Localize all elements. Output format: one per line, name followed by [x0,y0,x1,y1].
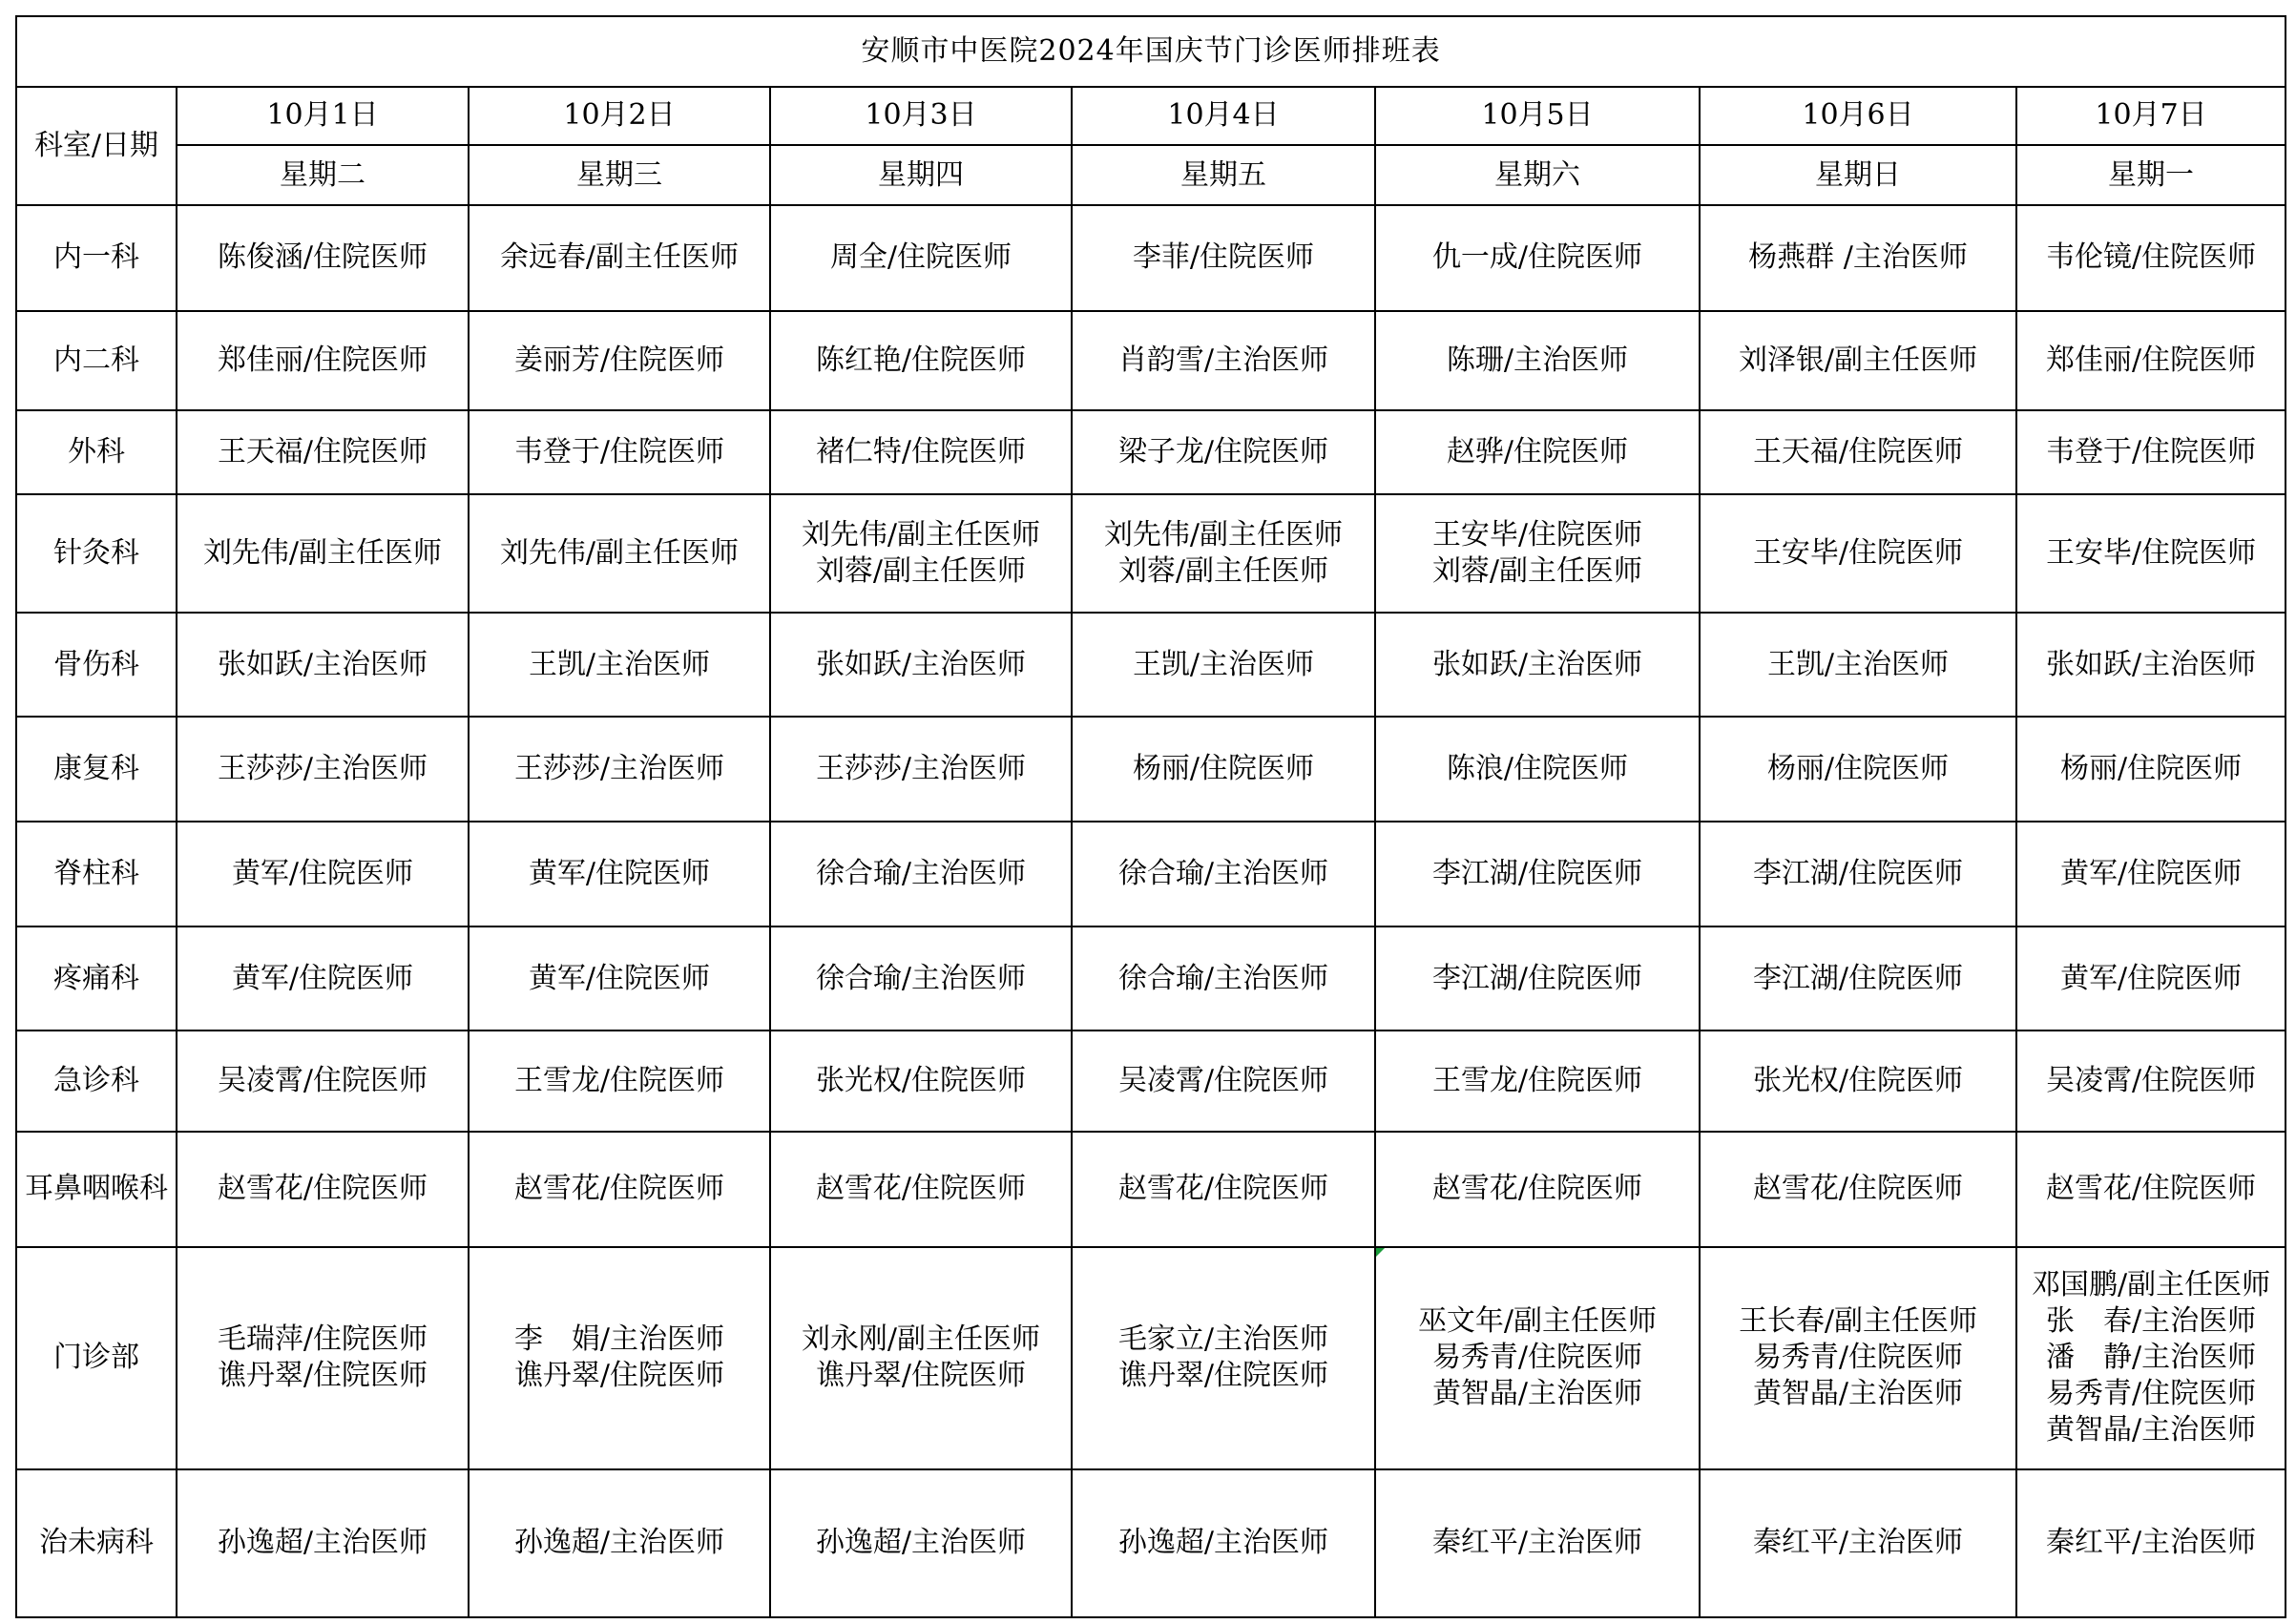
doctor-text: 张如跃/主治医师 [1431,647,1643,681]
doctor-cell [1700,205,2016,310]
doctor-cell [2016,1469,2286,1617]
doctor-cell [177,1247,469,1469]
doctor-text: 王莎莎/主治医师 [815,751,1027,785]
doctor-cell [1375,410,1700,494]
doctor-cell [1375,1031,1700,1132]
doctor-cell [469,822,770,927]
doctor-text: 赵雪花/住院医师 [1117,1172,1329,1206]
doctor-cell [770,1469,1072,1617]
doctor-text: 刘先伟/副主任医师 刘蓉/副主任医师 [801,518,1041,589]
doctor-text: 巫文年/副主任医师 易秀青/住院医师 黄智晶/主治医师 [1417,1304,1658,1411]
doctor-text: 刘先伟/副主任医师 刘蓉/副主任医师 [1103,518,1344,589]
doctor-cell [469,205,770,310]
table-row [16,1247,2286,1469]
doctor-text: 张如跃/主治医师 [2046,647,2257,681]
doctor-text: 余远春/副主任医师 [499,240,740,275]
doctor-cell [469,613,770,716]
doctor-text: 王安毕/住院医师 [1752,536,1964,571]
doctor-text: 姜丽芳/住院医师 [513,343,725,377]
doctor-text: 黄军/住院医师 [528,857,711,891]
doctor-cell [1375,311,1700,410]
doctor-cell [1375,717,1700,822]
doctor-cell [1700,717,2016,822]
doctor-text: 刘泽银/副主任医师 [1738,343,1978,377]
doctor-cell [177,822,469,927]
department-cell: 外科 [16,410,177,494]
doctor-cell [770,1247,1072,1469]
doctor-text: 王莎莎/主治医师 [513,751,725,785]
department-cell: 门诊部 [16,1247,177,1469]
weekday-header: 星期日 [1700,145,2016,205]
doctor-cell [2016,1132,2286,1247]
doctor-text: 郑佳丽/住院医师 [2046,343,2257,377]
doctor-cell [177,205,469,310]
doctor-text: 赵雪花/住院医师 [2046,1172,2257,1206]
doctor-cell [1072,927,1375,1030]
doctor-cell [1375,613,1700,716]
doctor-text: 陈珊/主治医师 [1446,343,1629,377]
doctor-text: 赵雪花/住院医师 [1752,1172,1964,1206]
doctor-text: 赵雪花/住院医师 [1431,1172,1643,1206]
doctor-text: 徐合瑜/主治医师 [815,961,1027,995]
doctor-cell [1072,822,1375,927]
doctor-cell [1072,1132,1375,1247]
doctor-text: 杨丽/住院医师 [1132,751,1315,785]
doctor-text: 徐合瑜/主治医师 [1117,857,1329,891]
doctor-cell [177,927,469,1030]
date-header: 10月7日 [2016,87,2286,145]
doctor-text: 李江湖/住院医师 [1752,857,1964,891]
table-row [16,1132,2286,1247]
department-cell: 耳鼻咽喉科 [16,1132,177,1247]
table-row [16,822,2286,927]
doctor-cell [2016,822,2286,927]
date-header: 10月1日 [177,87,469,145]
doctor-cell [1375,1247,1700,1469]
doctor-cell [469,717,770,822]
doctor-cell [1072,410,1375,494]
doctor-cell [469,494,770,614]
doctor-text: 王雪龙/住院医师 [1431,1063,1643,1097]
doctor-text: 韦登于/住院医师 [2046,434,2257,468]
doctor-cell [1700,311,2016,410]
doctor-text: 黄军/住院医师 [528,961,711,995]
table-row [16,613,2286,716]
doctor-cell [1700,927,2016,1030]
weekday-header: 星期一 [2016,145,2286,205]
doctor-cell [177,1132,469,1247]
doctor-cell [1375,1132,1700,1247]
doctor-cell [770,1132,1072,1247]
doctor-cell [1072,1031,1375,1132]
doctor-text: 吴凌霄/住院医师 [217,1063,428,1097]
doctor-text: 褚仁特/住院医师 [815,434,1027,468]
doctor-text: 毛瑞萍/住院医师 谯丹翠/住院医师 [217,1322,428,1393]
doctor-text: 徐合瑜/主治医师 [1117,961,1329,995]
doctor-text: 仇一成/住院医师 [1431,240,1643,275]
doctor-cell [770,717,1072,822]
doctor-text: 毛家立/主治医师 谯丹翠/住院医师 [1117,1322,1329,1393]
doctor-cell [770,822,1072,927]
table-row [16,311,2286,410]
doctor-text: 赵骅/住院医师 [1446,434,1629,468]
date-header: 10月3日 [770,87,1072,145]
doctor-cell [1700,1031,2016,1132]
doctor-cell [469,1247,770,1469]
doctor-cell [469,1031,770,1132]
doctor-cell [770,311,1072,410]
table-row [16,410,2286,494]
weekday-header: 星期二 [177,145,469,205]
doctor-cell [1072,494,1375,614]
doctor-cell [177,717,469,822]
doctor-cell [1072,205,1375,310]
doctor-cell [1072,311,1375,410]
department-cell: 内一科 [16,205,177,310]
doctor-text: 李江湖/住院医师 [1431,961,1643,995]
doctor-text: 秦红平/主治医师 [1752,1526,1964,1560]
doctor-text: 刘先伟/副主任医师 [202,536,443,571]
doctor-cell [1072,1247,1375,1469]
doctor-cell [1072,613,1375,716]
doctor-cell [177,410,469,494]
doctor-cell [469,410,770,494]
doctor-text: 张如跃/主治医师 [217,647,428,681]
doctor-cell [1375,1469,1700,1617]
date-header: 10月6日 [1700,87,2016,145]
department-cell: 针灸科 [16,494,177,614]
doctor-text: 张光权/住院医师 [1752,1063,1964,1097]
doctor-text: 陈俊涵/住院医师 [217,240,428,275]
doctor-cell [1700,494,2016,614]
doctor-text: 李菲/住院医师 [1132,240,1315,275]
table-title: 安顺市中医院2024年国庆节门诊医师排班表 [16,16,2286,87]
department-cell: 疼痛科 [16,927,177,1030]
doctor-cell [1072,717,1375,822]
doctor-text: 韦登于/住院医师 [513,434,725,468]
department-cell: 康复科 [16,717,177,822]
corner-header: 科室/日期 [16,87,177,206]
doctor-cell [177,613,469,716]
doctor-text: 王莎莎/主治医师 [217,751,428,785]
doctor-text: 吴凌霄/住院医师 [1117,1063,1329,1097]
doctor-cell [2016,410,2286,494]
doctor-cell [1375,494,1700,614]
duty-schedule-table [15,15,2286,1618]
doctor-text: 王长春/副主任医师 易秀青/住院医师 黄智晶/主治医师 [1738,1304,1978,1411]
doctor-text: 刘先伟/副主任医师 [499,536,740,571]
doctor-cell [2016,1247,2286,1469]
doctor-text: 李江湖/住院医师 [1752,961,1964,995]
doctor-cell [770,1031,1072,1132]
doctor-cell [2016,205,2286,310]
doctor-text: 黄军/住院医师 [231,857,414,891]
weekday-header: 星期三 [469,145,770,205]
doctor-cell [770,494,1072,614]
doctor-text: 李 娟/主治医师 谯丹翠/住院医师 [513,1322,725,1393]
date-header: 10月2日 [469,87,770,145]
doctor-cell [1700,1469,2016,1617]
doctor-text: 王天福/住院医师 [217,434,428,468]
table-row [16,494,2286,614]
doctor-cell [469,1132,770,1247]
doctor-cell [1700,822,2016,927]
doctor-cell [1072,1469,1375,1617]
doctor-cell [469,311,770,410]
doctor-cell [1700,1132,2016,1247]
doctor-text: 陈浪/住院医师 [1446,751,1629,785]
doctor-cell [1700,410,2016,494]
doctor-cell [1700,613,2016,716]
doctor-text: 赵雪花/住院医师 [513,1172,725,1206]
doctor-text: 陈红艳/住院医师 [815,343,1027,377]
doctor-text: 肖韵雪/主治医师 [1117,343,1329,377]
doctor-cell [770,205,1072,310]
doctor-text: 李江湖/住院医师 [1431,857,1643,891]
doctor-text: 王凯/主治医师 [1132,647,1315,681]
doctor-cell [2016,927,2286,1030]
weekday-header: 星期六 [1375,145,1700,205]
doctor-text: 杨丽/住院医师 [1766,751,1950,785]
weekday-header: 星期四 [770,145,1072,205]
doctor-text: 邓国鹏/副主任医师 张 春/主治医师 潘 静/主治医师 易秀青/住院医师 黄智晶/主治医师 [2032,1268,2271,1447]
doctor-text: 周全/住院医师 [829,240,1012,275]
doctor-cell [770,927,1072,1030]
doctor-text: 秦红平/主治医师 [1431,1526,1643,1560]
doctor-cell [1700,1247,2016,1469]
doctor-text: 孙逸超/主治医师 [815,1526,1027,1560]
doctor-text: 王安毕/住院医师 [2046,536,2257,571]
doctor-text: 王凯/主治医师 [528,647,711,681]
date-header: 10月4日 [1072,87,1375,145]
doctor-text: 梁子龙/住院医师 [1117,434,1329,468]
doctor-cell [1375,927,1700,1030]
table-row [16,205,2286,310]
doctor-text: 刘永刚/副主任医师 谯丹翠/住院医师 [801,1322,1041,1393]
doctor-text: 杨燕群 /主治医师 [1748,240,1968,275]
doctor-text: 吴凌霄/住院医师 [2046,1063,2257,1097]
doctor-cell [469,927,770,1030]
doctor-text: 张如跃/主治医师 [815,647,1027,681]
doctor-cell [177,1469,469,1617]
doctor-text: 秦红平/主治医师 [2046,1526,2257,1560]
table-row [16,927,2286,1030]
doctor-text: 孙逸超/主治医师 [1117,1526,1329,1560]
department-cell: 内二科 [16,311,177,410]
doctor-text: 黄军/住院医师 [2060,857,2243,891]
table-row [16,1469,2286,1617]
doctor-text: 孙逸超/主治医师 [217,1526,428,1560]
comment-marker-icon [1376,1248,1385,1257]
doctor-text: 王天福/住院医师 [1752,434,1964,468]
doctor-text: 韦伦镜/住院医师 [2046,240,2257,275]
doctor-cell [2016,494,2286,614]
doctor-cell [2016,613,2286,716]
doctor-text: 郑佳丽/住院医师 [217,343,428,377]
weekday-header: 星期五 [1072,145,1375,205]
doctor-text: 黄军/住院医师 [2060,961,2243,995]
table-row [16,1031,2286,1132]
date-header: 10月5日 [1375,87,1700,145]
doctor-cell [2016,1031,2286,1132]
doctor-cell [2016,717,2286,822]
doctor-cell [177,1031,469,1132]
doctor-cell [469,1469,770,1617]
doctor-cell [177,494,469,614]
doctor-text: 杨丽/住院医师 [2060,751,2243,785]
doctor-text: 赵雪花/住院医师 [217,1172,428,1206]
doctor-text: 徐合瑜/主治医师 [815,857,1027,891]
doctor-text: 孙逸超/主治医师 [513,1526,725,1560]
department-cell: 脊柱科 [16,822,177,927]
department-cell: 治未病科 [16,1469,177,1617]
doctor-cell [177,311,469,410]
doctor-text: 王雪龙/住院医师 [513,1063,725,1097]
doctor-text: 张光权/住院医师 [815,1063,1027,1097]
doctor-cell [770,613,1072,716]
doctor-cell [2016,311,2286,410]
doctor-cell [770,410,1072,494]
doctor-text: 王安毕/住院医师 刘蓉/副主任医师 [1431,518,1643,589]
department-cell: 急诊科 [16,1031,177,1132]
table-row [16,717,2286,822]
doctor-text: 黄军/住院医师 [231,961,414,995]
department-cell: 骨伤科 [16,613,177,716]
doctor-cell [1375,205,1700,310]
doctor-text: 赵雪花/住院医师 [815,1172,1027,1206]
doctor-cell [1375,822,1700,927]
doctor-text: 王凯/主治医师 [1766,647,1950,681]
